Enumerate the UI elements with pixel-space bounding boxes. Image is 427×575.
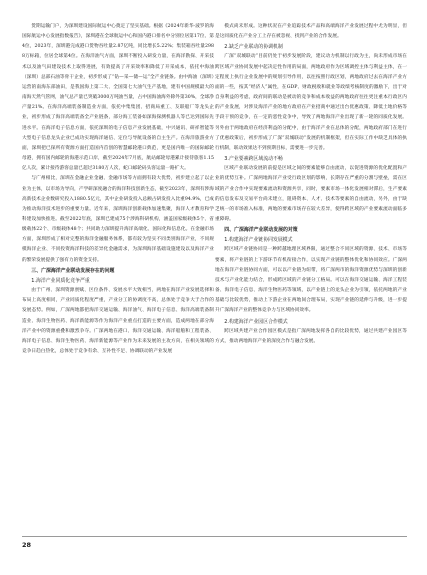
paragraph: 广深“双城联动”目前仍处于初步发展阶段，建议动力机制以行政为主，尚未形成市场在跨区域产业协同发展中起决定性作用的局面，两地政府作为区域调控主体与利益主体，在一定程度上执行企业发展中的规划引导作用，以往按照行政区划，两地政府过去在海洋产业方面的一些，按其“经济人”属性，在GDP、财政税收和就业等政绩考核制度的激励下，出于对自身利益的考虑，政府间的联动是被动的竞争和成本收益的两地政府往往更注重本行政区内的产业发展，对涉及海洋产业的地方政府在产业招商中通过出台优惠政策、降低土地价格等手段干预的竞争，在一定的恶性竞争中，导致了两地海洋产业出现了新一轮的同质化发展。另外由于两地政府在经济利益的分配中，由于海洋产业在总体的分配，两地政府部门在进行了优惠政策后，初步形成了广深“双城联动”发展的机制框架，但在实际工作中缺乏具体的执行机制，联动效果达不到预期目标，需要进一步完善。 (215, 54, 407, 151)
paragraph: 货期运输门户，为深圳建设国际航运中心奠定了坚实基础。根据《2024年新华·波罗的海国际航运中心发展指数报告》，深圳港在全球航运中心和国内港口排名中分别位居第17位、第4位，2023年，深圳港完成港口货物吞吐量2.87亿吨，同比增长5.22%；集装箱吞吐量2988万标箱，位居全球第4位。在海洋油气方面，深圳不断投入研发力量，在海洋勘探、开采技术以及油气田建设技术上取得进展，有效提高了开采效率和降低了开采成本，依托中海油（深圳）总部石油等骨干企业，初步形成了“钻—采—储—运”全产业链条。由中海油（深圳）运营的南海东部油田，是我国海上第二大、全国第七大油气生产基地，建有中国规模最大的南海天然气管网，油气总产量已突破3000万吨油当量，占中国海油海外除外第30%，全球净产量21%。在海洋高端装备制造业方面，依托中集集团、招商局重工、友联船厂等龙头企业，初步形成了海洋高端装备全产业链条，部分海工装备如深海探测机器人等已达到国际先进水平。在海洋电子信息方面，依托深圳的电子信息产业发展基础，中兴通讯、研祥智能等大型电子信息龙头企业已成功实现海洋通信、定位与导航设备的自主生产。在海洋旅游业方面，深圳把已探所有资源方面打造国内首创的智慧邮轮港口典范，更是国内唯一的国际邮轮母港，拥有国内邮轮的海港示范口岸，截至2024年7月底，航站邮轮母港累计接待旅客1.15亿人次，累计接待游客总量已超过3180万人次，蛇口邮轮码头客运量一路扩大。 (22, 24, 214, 172)
subsection-heading: 2.缺乏产业联动的协调机制 (224, 44, 283, 51)
subsection-heading: 3.产业要素跨区域流动不畅 (224, 156, 283, 163)
paragraph: 跨区域共建产业合作园区模式是指广深两地发挥各自的比较优势，通过共建产业园区等方式，推动两地海洋产业的深度合作与融合发展。 (215, 328, 407, 344)
footer-rule (22, 536, 407, 537)
paragraph: 区域产业联动发展的前提是区域之间的要素能够自由流动，以促进资源的优化配置和产业的优势互补。广深两地海洋产业受行政区划的影响，长期存在严重的分割与壁垒，需在区域的产业合作中实现要素流动和资源共享，同时，要素市场一体化发展相对滞后，生产要素的信息发布及交易平台尚未建立，阻碍资本、人才、技术等要素的自由流动，另外，由于缺乏统一的市场准入标准，两地的要素市场存在较大差异，使得跨区域的产业要素流动面临多重障碍。 (215, 166, 407, 222)
right-column (215, 22, 407, 347)
left-column (22, 22, 214, 357)
subsection-heading: 1.海洋产业同质化竞争严重 (31, 277, 90, 284)
paragraph: 与广州相比，深圳在金融企业金融、金融市场等方面拥有较大优势，初步建立起了以企业为主体，以市场为导向，产学研深度融合的海洋科技创新生态，截至2023年，深圳有涉海高新技术企业数研究投入1880.5亿元，其中企业研发投入总额占研发投入比重94.9%，已成为推动海洋技术进步的重要力量。近年来，深圳海洋创新载体加速集聚，海洋人才教育和学科建设加快推进。截至2022年底，深圳已建成75个涉海科研机构，涵盖国家级载体5个、省级载体22个、市级载体48个；共同助力深圳提升海洋高端化、国际化和信息化。在金融市场方面，深圳形成了相对完整的海洋金融服务体系，都有较为坚实不同类别海洋产业，不同规模海洋企业、不同投资海洋科技的差异化金融需求，为深圳海洋基础设施建设以及海洋产业的繁荣发展提供了强有力的资金支持。 (22, 176, 214, 263)
paragraph: 模式尚未形成。这种状况在产业追踪技术产品和高端海洋产业发展过程中尤为明显，但是这同质化在产业分工上存在被忽视、找到产业的合作发展。 (215, 24, 407, 40)
paragraph: 跨区域产业链协同是一种跨越地理区域界限，通过整合不同区域的资源、技术、市场等要素，将产业链的上下游环节有机衔接合作，以实现产业链的整体优化和协同效应。广深两地在海洋产业链协同方面，可以以产业链为纽带，将广深两市的海洋资源优势与深圳的创新技术与产业化能力结合，形成跨区域的产业链分工格局。可以在海洋交通运输、海洋工程装备、海洋电子信息、海洋生物医药等领域，以产业链上的龙头企业为引领，依托两地的产业基础与比较优势，推动上下游企业在两地间合理布局，实现产业链的延伸与升级，进一步提升广深海洋产业的整体竞争力与区域协同效率。 (215, 247, 407, 314)
subsection-heading: 1.构建海洋产业链协同发展模式 (224, 237, 293, 244)
subsection-heading: 2.构建海洋产业园区合作模式 (224, 318, 288, 325)
paragraph: 由于广州、深圳资源禀赋、区位条件、发展水平大致相当，两地在海洋产业发展选择和布局上高度相同，产业同质化程度严重，产业分工的协调度不高，总体处于竞争大于合作的发展态势。例如，广深两地都把海洋交通运输、海洋油气、海洋电子信息、海洋高端装备制造业、海洋生物医药、海洋新能源等作为海洋产业重点打造的主要方面，造成两地在部分海洋产业中的资源重叠和激烈争夺。广深两地在港口、海洋交通运输、海洋船舶和工程装备、海洋电子信息、海洋生物医药、海洋新能源等产业作为未来发展的主攻方向，在相关领域的竞争日趋白热化，总体处于竞争有余、互补性不足、协调联动的产业发展 (22, 288, 214, 354)
section-heading: 四、广深海洋产业联动发展的对策 (224, 227, 298, 234)
page-number: 28 (22, 541, 32, 549)
section-heading: 三、广深海洋产业联动发展存在的问题 (31, 267, 115, 274)
